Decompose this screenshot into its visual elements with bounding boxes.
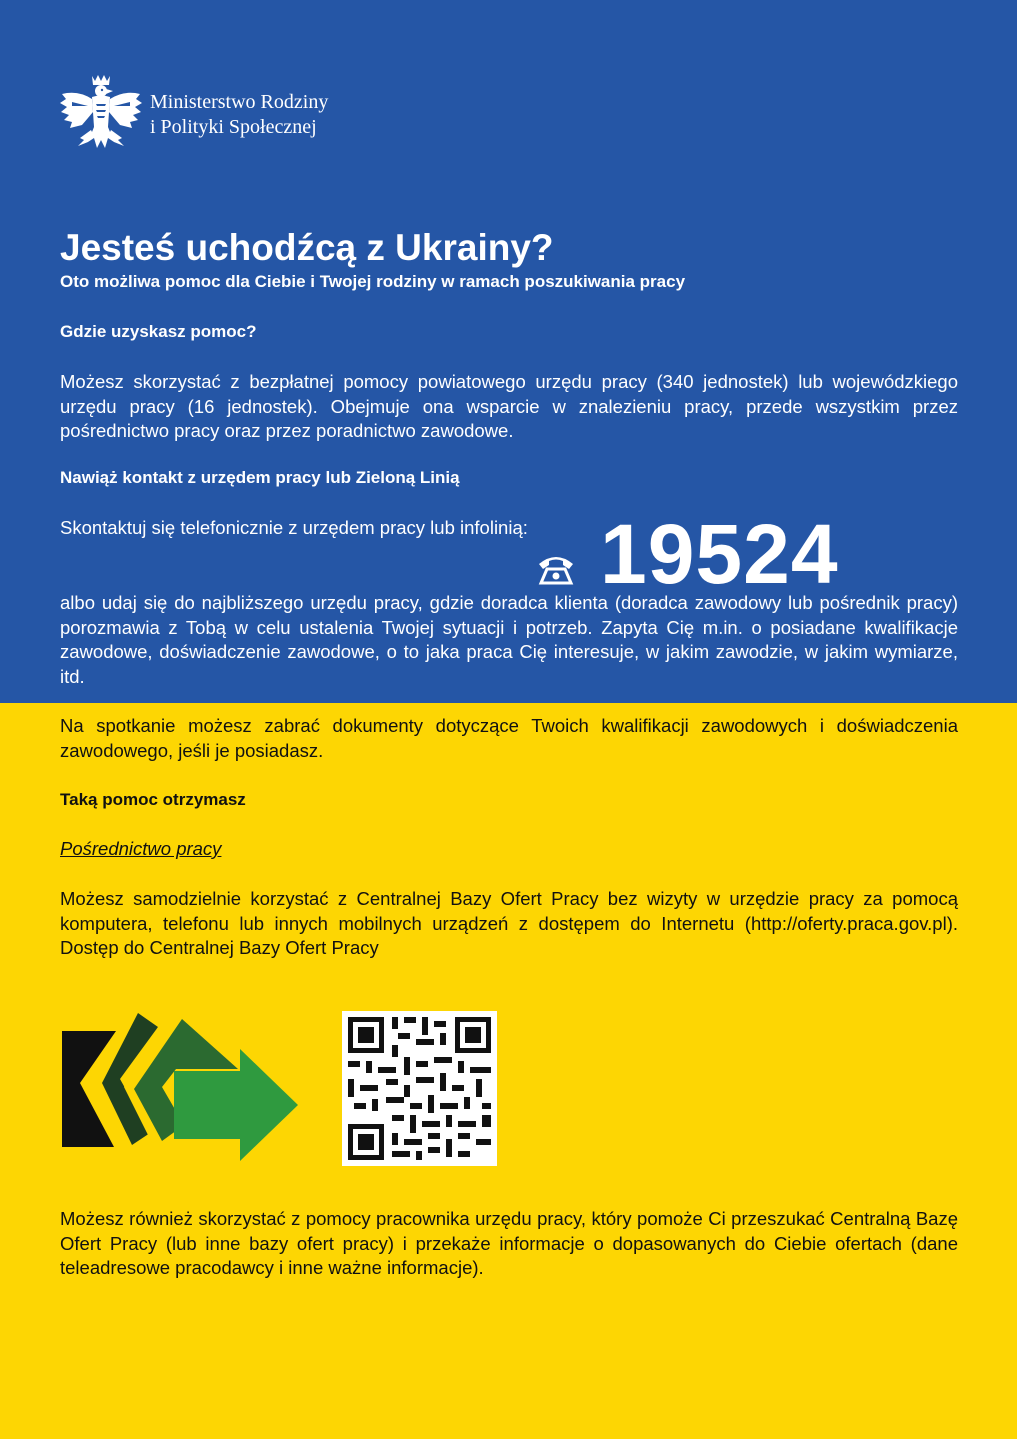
page-subtitle: Oto możliwa pomoc dla Ciebie i Twojej rodziny w ramach poszukiwania pracy — [60, 272, 686, 291]
blue-section — [0, 0, 1017, 703]
ministry-name-line1: Ministerstwo Rodziny — [150, 91, 329, 113]
paragraph-job-database: Możesz samodzielnie korzystać z Centralnej Bazy Ofert Pracy bez wizyty w urzędzie pracy za pomocą komputera, telefonu lub innych mobilnych urządzeń z dostępem do Internetu (http://oferty.praca.gov.pl). Dostęp do Centralnej Bazy Ofert Pracy — [60, 888, 958, 958]
qr-code — [342, 1011, 497, 1166]
cbop-arrow-logo — [62, 1013, 298, 1165]
telephone-icon — [536, 548, 576, 588]
heading-contact: Nawiąż kontakt z urzędem pracy lub Zieloną Linią — [60, 468, 460, 487]
ministry-logo — [58, 72, 328, 158]
yellow-section — [0, 703, 1017, 1439]
contact-text: Skontaktuj się telefonicznie z urzędem pracy lub infolinią: — [60, 517, 528, 538]
ministry-name-line2: i Polityki Społecznej — [150, 116, 317, 138]
heading-help-offered: Taką pomoc otrzymasz — [60, 790, 246, 809]
page-title: Jesteś uchodźcą z Ukrainy? — [60, 227, 554, 268]
hotline-number: 19524 — [600, 507, 839, 601]
heading-where-help: Gdzie uzyskasz pomoc? — [60, 322, 257, 341]
paragraph-where-help: Możesz skorzystać z bezpłatnej pomocy powiatowego urzędu pracy (340 jednostek) lub wojewódzkiego urzędu pracy (16 jednostek). Obejmuje ona wsparcie w znalezieniu pracy, przede wszystkim przez pośrednictwo pracy oraz przez poradnictwo zawodowe. — [60, 371, 958, 441]
paragraph-office-assistance: Możesz również skorzystać z pomocy pracownika urzędu pracy, który pomoże Ci przeszukać Centralną Bazę Ofert Pracy (lub inne bazy ofert pracy) i przekaże informacje o dopasowanych do Ciebie ofertach (dane teleadresowe pracodawcy i inne ważne informacje). — [60, 1208, 958, 1278]
paragraph-documents: Na spotkanie możesz zabrać dokumenty dotyczące Twoich kwalifikacji zawodowych i doświadczenia zawodowego, jeśli je posiadasz. — [60, 715, 958, 761]
subheading-job-placement: Pośrednictwo pracy — [60, 838, 222, 859]
white-eagle-emblem-icon — [58, 72, 142, 158]
paragraph-visit-office: albo udaj się do najbliższego urzędu pracy, gdzie doradca klienta (doradca zawodowy lub pośrednik pracy) porozmawia z Tobą w celu ustalenia Twojej sytuacji i potrzeb. Zapyta Cię m.in. o posiadane kwalifikacje zawodowe, doświadczenie zawodowe, o to jaka praca Cię interesuje, w jakim zawodzie, w jakim wymiarze, itd. — [60, 592, 958, 687]
